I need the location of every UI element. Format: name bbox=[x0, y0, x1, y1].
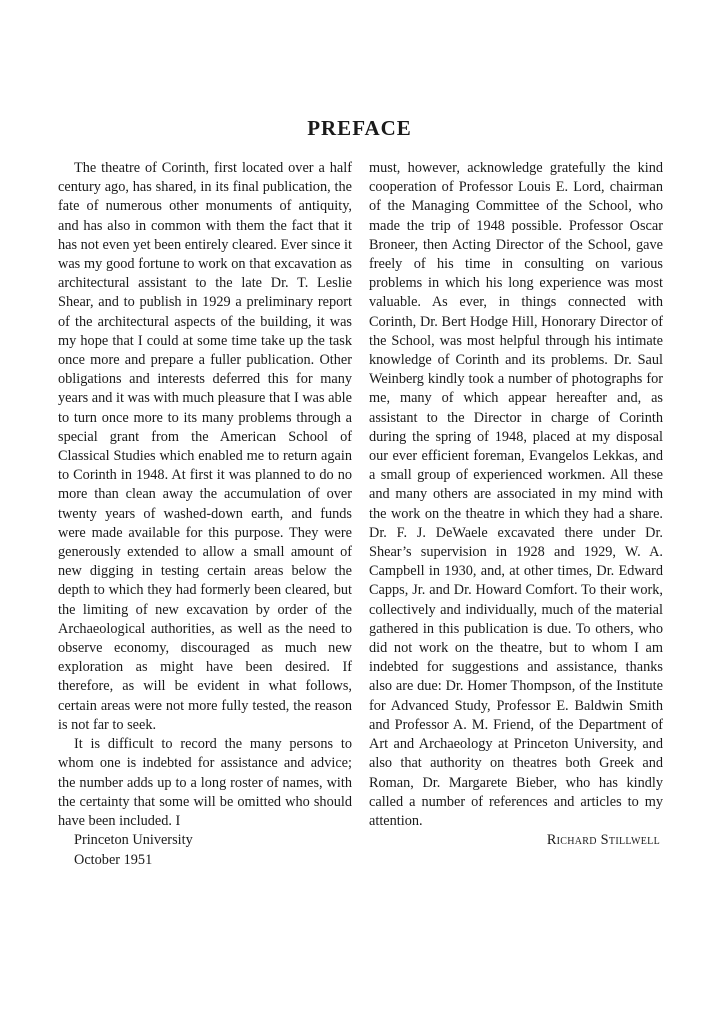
paragraph-3: must, however, acknowledge gratefully the kind cooperation of Professor Louis E. Lord, chairman of the Managing Committee of the School, who made the trip of 1948 possible. Professor Oscar Broneer, then Acting Director of the School, gave freely of his time in consulting on various problems in which his long experience was most valuable. As ever, in things connected with Corinth, Dr. Bert Hodge Hill, Honorary Director of the School, was most helpful through his intimate knowledge of Corinth and its problems. Dr. Saul Weinberg kindly took a number of photographs for me, many of which appear hereafter and, as assistant to the Director in charge of Corinth during the spring of 1948, placed at my disposal our ever efficient foreman, Evangelos Lekkas, and a small group of experienced workmen. All these and many others are associated in my mind with the work on the theatre in which they had a share. Dr. F. J. DeWaele excavated there under Dr. Shear’s supervision in 1928 and 1929, W. A. Campbell in 1930, and, at other times, Dr. Edward Capps, Jr. and Dr. Howard Comfort. To their work, collectively and individually, much of the material gathered in this publication is due. To others, who did not work on the theatre, but to whom I am indebted for suggestions and assistance, thanks also are due: Dr. Homer Thompson, of the Institute for Advanced Study, Professor E. Baldwin Smith and Professor A. M. Friend, of the Department of Art and Archaeology at Princeton University, and also that authority on theatres both Greek and Roman, Dr. Margarete Bieber, who has kindly called a number of references and articles to my attention. bbox=[369, 160, 663, 829]
left-column bbox=[58, 159, 352, 870]
paragraph-1: The theatre of Corinth, first located over a half century ago, has shared, in its final publication, the fate of numerous other monuments of antiquity, and has also in common with them the fact that it has not even yet been entirely cleared. Ever since it was my good fortune to work on that excavation as architectural assistant to the late Dr. T. Leslie Shear, and to publish in 1929 a preliminary report of the architectural aspects of the building, it was my hope that I could at some time take up the task once more and prepare a fuller publication. Other obligations and interests deferred this for many years and it was with much pleasure that I was able to turn once more to its many problems through a special grant from the American School of Classical Studies which enabled me to return again to Corinth in 1948. At first it was planned to do no more than clean away the accumulation of over twenty years of washed-down earth, and funds were made available for this purpose. They were generously extended to allow a small amount of new digging in testing certain areas below the depth to which they had formerly been cleared, but the limiting of new excavation by order of the Archaeological authorities, as well as the need to observe economy, discouraged as much new exploration as might have been desired. If therefore, as will be evident in what follows, certain areas were not more fully tested, the reason is not far to seek. bbox=[58, 160, 352, 733]
signoff bbox=[58, 831, 352, 870]
author-signature: Richard Stillwell bbox=[546, 832, 660, 849]
paragraph-2: It is difficult to record the many persons to whom one is indebted for assistance and advice; the number adds up to a long roster of names, with the certainty that some will be omitted who should have been included. I bbox=[58, 736, 352, 829]
signoff-date: October 1951 bbox=[74, 851, 153, 868]
right-column bbox=[369, 159, 663, 850]
page-title: PREFACE bbox=[307, 116, 412, 140]
signoff-place: Princeton University bbox=[74, 832, 193, 849]
